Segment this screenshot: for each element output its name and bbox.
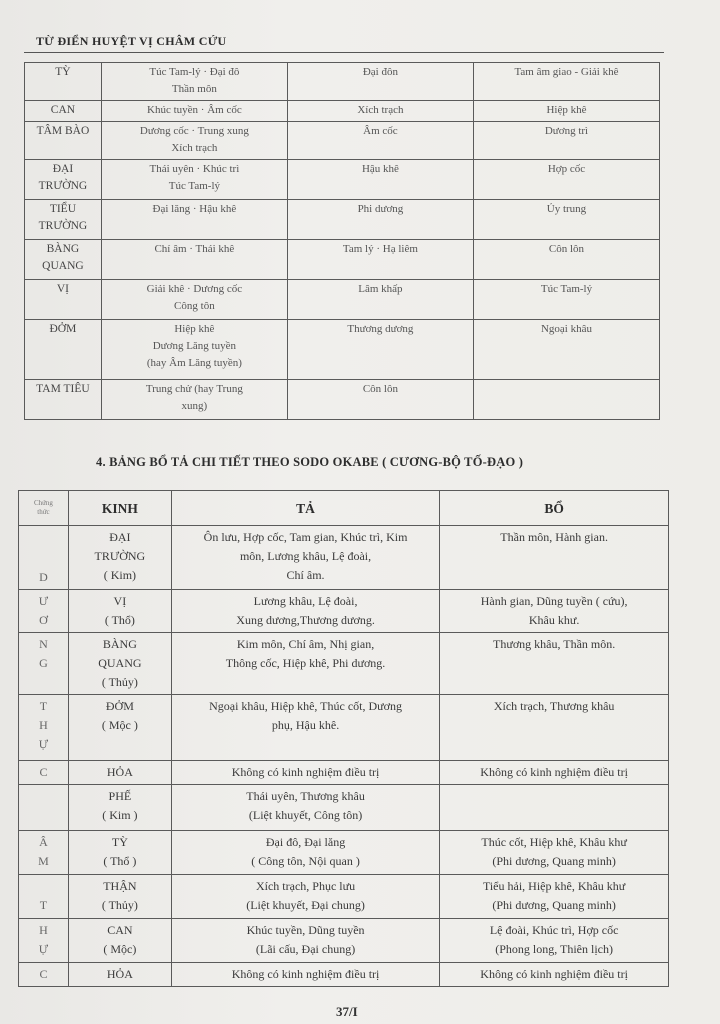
sedate-cell: Thái uyên, Thương khâu (Liệt khuyết, Công tôn) <box>171 785 439 831</box>
sedate-points-cell: Hiệp khê Dương Lăng tuyền (hay Âm Lăng tuyền) <box>101 320 287 380</box>
tonify-cell <box>440 785 669 831</box>
meridian-cell: ĐỞM ( Mộc ) <box>68 695 171 761</box>
side-label-cell: T H Ự <box>19 695 69 761</box>
sedate-cell: Không có kinh nghiệm điều trị <box>171 963 439 987</box>
header-chung-thuc: Chứng thức <box>19 491 69 526</box>
side-label-cell <box>19 785 69 831</box>
table-row <box>25 280 660 320</box>
sedate-cell: Đại đô, Đại lăng ( Công tôn, Nội quan ) <box>171 831 439 875</box>
meridian-point-table <box>24 62 660 420</box>
table-header-row <box>19 491 669 526</box>
tonify-cell: Thúc cốt, Hiệp khê, Khâu khư (Phi dương, Quang minh) <box>440 831 669 875</box>
table-row <box>25 160 660 200</box>
tonify-point-cell: Dương trì <box>473 122 659 160</box>
sedate-points-cell: Giải khê · Dương cốc Công tôn <box>101 280 287 320</box>
source-point-cell: Đại đôn <box>287 63 473 101</box>
tonify-point-cell <box>473 380 659 420</box>
source-point-cell: Xích trạch <box>287 101 473 122</box>
sedate-points-cell: Thái uyên · Khúc trì Túc Tam-lý <box>101 160 287 200</box>
header-rule <box>24 52 664 53</box>
table-row <box>19 785 669 831</box>
source-point-cell: Lâm khấp <box>287 280 473 320</box>
tonify-cell: Lệ đoài, Khúc trì, Hợp cốc (Phong long, Thiên lịch) <box>440 919 669 963</box>
sedate-points-cell: Khúc tuyền · Âm cốc <box>101 101 287 122</box>
table-row <box>25 380 660 420</box>
page-number: 37/I <box>336 1004 358 1019</box>
sedate-points-cell: Đại lăng · Hậu khê <box>101 200 287 240</box>
sedate-cell: Ôn lưu, Hợp cốc, Tam gian, Khúc trì, Kim môn, Lương khâu, Lệ đoài, Chí âm. <box>171 526 439 590</box>
meridian-cell: TÂM BÀO <box>25 122 102 160</box>
running-head: TỪ ĐIỂN HUYỆT VỊ CHÂM CỨU <box>36 34 227 48</box>
table-row <box>25 320 660 380</box>
tonify-cell: Thương khâu, Thần môn. <box>440 633 669 695</box>
tonify-point-cell: Hợp cốc <box>473 160 659 200</box>
tonify-point-cell: Côn lôn <box>473 240 659 280</box>
header-bo: BỔ <box>440 491 669 526</box>
table-row <box>19 875 669 919</box>
tonify-point-cell: Túc Tam-lý <box>473 280 659 320</box>
meridian-cell: CAN ( Mộc) <box>68 919 171 963</box>
source-point-cell: Âm cốc <box>287 122 473 160</box>
meridian-cell: TỲ ( Thổ ) <box>68 831 171 875</box>
section-title: 4. BẢNG BỔ TẢ CHI TIẾT THEO SODO OKABE ( CƯƠNG-BỘ TỐ-ĐẠO ) <box>96 455 524 469</box>
meridian-cell: BÀNG QUANG <box>25 240 102 280</box>
side-label-cell: N G <box>19 633 69 695</box>
table-row <box>19 963 669 987</box>
tonify-cell: Hành gian, Dũng tuyền ( cứu), Khâu khư. <box>440 590 669 633</box>
table-row <box>19 590 669 633</box>
meridian-cell: ĐỞM <box>25 320 102 380</box>
sedate-cell: Xích trạch, Phục lưu (Liệt khuyết, Đại chung) <box>171 875 439 919</box>
side-label-cell: D <box>19 526 69 590</box>
table-row <box>25 101 660 122</box>
meridian-cell: TỲ <box>25 63 102 101</box>
sedate-points-cell: Trung chử (hay Trung xung) <box>101 380 287 420</box>
tonify-cell: Tiểu hải, Hiệp khê, Khâu khư (Phi dương, Quang minh) <box>440 875 669 919</box>
side-label-cell: C <box>19 963 69 987</box>
tonify-cell: Thần môn, Hành gian. <box>440 526 669 590</box>
table-row <box>19 633 669 695</box>
tonify-cell: Không có kinh nghiệm điều trị <box>440 761 669 785</box>
meridian-cell: ĐẠI TRƯỜNG ( Kim) <box>68 526 171 590</box>
sedate-points-cell: Chí âm · Thái khê <box>101 240 287 280</box>
sedate-points-cell: Túc Tam-lý · Đại đô Thần môn <box>101 63 287 101</box>
meridian-cell: VỊ ( Thổ) <box>68 590 171 633</box>
table-row <box>25 240 660 280</box>
meridian-cell: BÀNG QUANG ( Thủy) <box>68 633 171 695</box>
okabe-tonify-sedate-table <box>18 490 669 987</box>
meridian-cell: HỎA <box>68 963 171 987</box>
meridian-cell: HỎA <box>68 761 171 785</box>
meridian-cell: VỊ <box>25 280 102 320</box>
table-row <box>19 695 669 761</box>
meridian-cell: TAM TIÊU <box>25 380 102 420</box>
sedate-points-cell: Dương cốc · Trung xung Xích trạch <box>101 122 287 160</box>
side-label-cell: H Ự <box>19 919 69 963</box>
table-row <box>25 122 660 160</box>
source-point-cell: Phi dương <box>287 200 473 240</box>
meridian-cell: CAN <box>25 101 102 122</box>
table-row <box>19 526 669 590</box>
header-ta: TẢ <box>171 491 439 526</box>
side-label-cell: C <box>19 761 69 785</box>
meridian-cell: PHẾ ( Kim ) <box>68 785 171 831</box>
side-label-cell: Â M <box>19 831 69 875</box>
table-row <box>19 761 669 785</box>
source-point-cell: Tam lý · Hạ liêm <box>287 240 473 280</box>
sedate-cell: Lương khâu, Lệ đoài, Xung dương,Thương dương. <box>171 590 439 633</box>
tonify-point-cell: Ủy trung <box>473 200 659 240</box>
table-row <box>19 831 669 875</box>
meridian-cell: ĐẠI TRƯỜNG <box>25 160 102 200</box>
side-label-cell: Ư Ơ <box>19 590 69 633</box>
tonify-point-cell: Tam âm giao - Giải khê <box>473 63 659 101</box>
header-kinh: KINH <box>68 491 171 526</box>
tonify-cell: Xích trạch, Thương khâu <box>440 695 669 761</box>
sedate-cell: Ngoại khâu, Hiệp khê, Thúc cốt, Dương phụ, Hậu khê. <box>171 695 439 761</box>
source-point-cell: Hậu khê <box>287 160 473 200</box>
tonify-cell: Không có kinh nghiệm điều trị <box>440 963 669 987</box>
meridian-cell: TIỂU TRƯỜNG <box>25 200 102 240</box>
meridian-cell: THẬN ( Thủy) <box>68 875 171 919</box>
table-row <box>25 63 660 101</box>
sedate-cell: Khúc tuyền, Dũng tuyền (Lãi cấu, Đại chung) <box>171 919 439 963</box>
tonify-point-cell: Ngoại khâu <box>473 320 659 380</box>
tonify-point-cell: Hiệp khê <box>473 101 659 122</box>
table-row <box>19 919 669 963</box>
sedate-cell: Không có kinh nghiệm điều trị <box>171 761 439 785</box>
source-point-cell: Thương dương <box>287 320 473 380</box>
sedate-cell: Kim môn, Chí âm, Nhị gian, Thông cốc, Hiệp khê, Phi dương. <box>171 633 439 695</box>
side-label-cell: T <box>19 875 69 919</box>
source-point-cell: Côn lôn <box>287 380 473 420</box>
table-row <box>25 200 660 240</box>
